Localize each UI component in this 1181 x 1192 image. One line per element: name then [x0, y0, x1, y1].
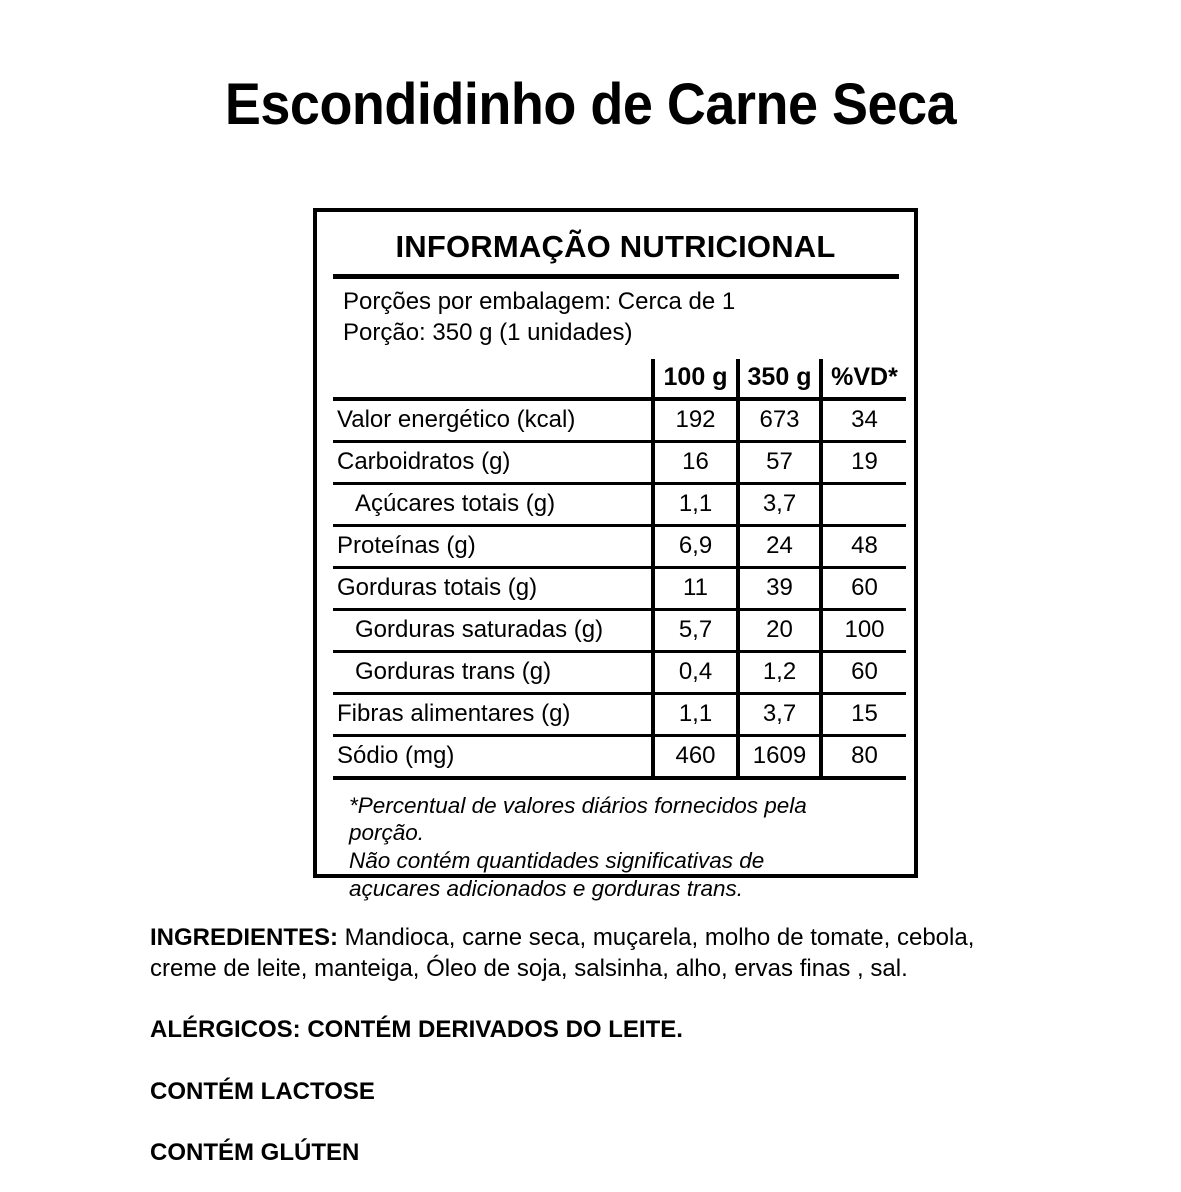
- nutrient-value-100g: 460: [653, 735, 738, 778]
- table-row: [333, 525, 906, 567]
- nutrient-value-100g: 1,1: [653, 693, 738, 735]
- nutrient-name: Gorduras trans (g): [333, 651, 653, 693]
- column-header-nutrient: [333, 359, 653, 399]
- column-header-per-100g: 100 g: [653, 359, 738, 399]
- label-bottom-text: [150, 922, 1030, 1192]
- nutrient-value-portion: 20: [738, 609, 821, 651]
- allergen-statement-lactose: CONTÉM LACTOSE: [150, 1077, 375, 1105]
- product-title: Escondidinho de Carne Seca: [224, 72, 957, 137]
- table-row: [333, 651, 906, 693]
- column-header-dv: %VD*: [821, 359, 906, 399]
- nutrient-value-portion: 39: [738, 567, 821, 609]
- footnote: [349, 792, 890, 904]
- allergen-statement-milk: ALÉRGICOS: CONTÉM DERIVADOS DO LEITE.: [150, 1016, 683, 1044]
- nutrient-value-dv: 48: [821, 525, 906, 567]
- nutrient-value-dv: 100: [821, 609, 906, 651]
- nutrient-value-100g: 16: [653, 441, 738, 483]
- nutrient-name: Sódio (mg): [333, 735, 653, 778]
- nutrient-value-portion: 57: [738, 441, 821, 483]
- table-row: [333, 693, 906, 735]
- table-row: [333, 441, 906, 483]
- serving-size: Porção: 350 g (1 unidades): [343, 318, 633, 346]
- serving-info: [343, 287, 914, 348]
- nutrition-facts-heading: INFORMAÇÃO NUTRICIONAL: [395, 229, 836, 264]
- nutrient-value-100g: 192: [653, 399, 738, 442]
- nutrient-value-dv: 19: [821, 441, 906, 483]
- nutrient-value-portion: 3,7: [738, 693, 821, 735]
- allergen-statement-gluten: CONTÉM GLÚTEN: [150, 1138, 360, 1166]
- heading-divider: [333, 274, 899, 279]
- table-row: [333, 735, 906, 778]
- nutrition-table: [333, 359, 906, 780]
- nutrient-value-dv: 80: [821, 735, 906, 778]
- nutrient-value-portion: 1,2: [738, 651, 821, 693]
- nutrient-name: Gorduras saturadas (g): [333, 609, 653, 651]
- column-header-per-portion: 350 g: [738, 359, 821, 399]
- table-row: [333, 399, 906, 442]
- nutrient-name: Fibras alimentares (g): [333, 693, 653, 735]
- nutrient-value-portion: 3,7: [738, 483, 821, 525]
- nutrition-facts-panel: [313, 208, 918, 902]
- nutrient-value-100g: 0,4: [653, 651, 738, 693]
- table-row: [333, 483, 906, 525]
- nutrient-name: Carboidratos (g): [333, 441, 653, 483]
- nutrient-name: Gorduras totais (g): [333, 567, 653, 609]
- footnote-line-2: porção.: [349, 820, 425, 846]
- table-row: [333, 609, 906, 651]
- footnote-line-1: *Percentual de valores diários fornecidos pela: [349, 792, 807, 818]
- nutrient-value-100g: 6,9: [653, 525, 738, 567]
- nutrient-value-100g: 11: [653, 567, 738, 609]
- ingredients-text: Mandioca, carne seca, muçarela, molho de tomate, cebola, creme de leite, manteiga, Óleo de soja, salsinha, alho, ervas finas , sal.: [150, 924, 975, 983]
- footnote-line-3: Não contém quantidades significativas de: [349, 848, 765, 874]
- nutrient-value-dv: 15: [821, 693, 906, 735]
- table-header-row: [333, 359, 906, 399]
- nutrient-value-dv: 60: [821, 651, 906, 693]
- ingredients-label: INGREDIENTES:: [150, 924, 339, 951]
- nutrition-table-body: [333, 399, 906, 778]
- ingredients-paragraph: [150, 922, 1030, 984]
- nutrient-value-dv: 60: [821, 567, 906, 609]
- nutrient-value-dv: [821, 483, 906, 525]
- footnote-line-4: açucares adicionados e gorduras trans.: [349, 876, 743, 902]
- nutrient-value-portion: 24: [738, 525, 821, 567]
- nutrient-value-100g: 1,1: [653, 483, 738, 525]
- nutrient-value-100g: 5,7: [653, 609, 738, 651]
- nutrient-name: Valor energético (kcal): [333, 399, 653, 442]
- servings-per-package: Porções por embalagem: Cerca de 1: [343, 288, 736, 316]
- nutrient-name: Açúcares totais (g): [333, 483, 653, 525]
- nutrient-value-dv: 34: [821, 399, 906, 442]
- nutrient-value-portion: 673: [738, 399, 821, 442]
- nutrient-name: Proteínas (g): [333, 525, 653, 567]
- nutrient-value-portion: 1609: [738, 735, 821, 778]
- table-row: [333, 567, 906, 609]
